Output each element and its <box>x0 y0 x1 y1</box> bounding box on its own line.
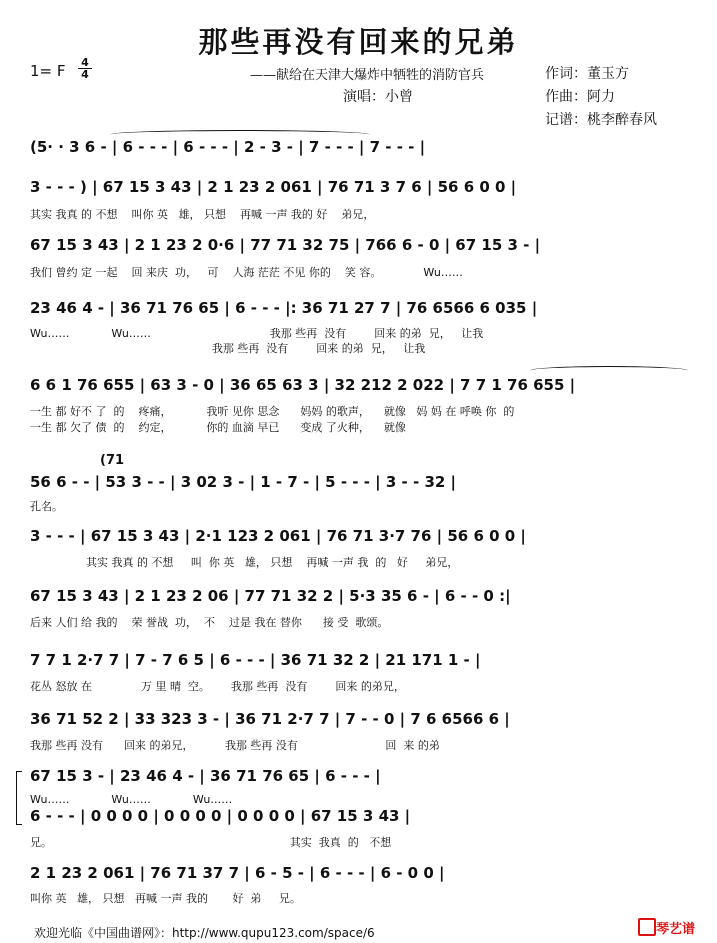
volta-bracket <box>530 366 688 375</box>
notes: 36 71 52 2 | 33 323 3 - | 36 71 2·7 7 | 7 - - 0 | 7 6 6566 6 | <box>30 710 510 728</box>
song-title: 那些再没有回来的兄弟 <box>198 25 519 59</box>
tie-arc <box>110 130 370 139</box>
system-brace <box>16 771 22 825</box>
lyrics-line-1: 花丛 怒放 在 万 里 晴 空。 我那 些再 没有 回来 的弟兄， <box>30 680 405 693</box>
key-signature: 1= F <box>30 62 66 80</box>
time-signature-bottom: 4 <box>78 68 92 80</box>
lyrics-line-1: 兄。 其实 我真 的 不想 <box>30 836 392 849</box>
lyrics-line-1: 我那 些再 没有 回来 的弟兄， 我那 些再 没有 回 来 的弟 <box>30 739 440 752</box>
notes: 2 1 23 2 061 | 76 71 37 7 | 6 - 5 - | 6 - - - | 6 - 0 0 | <box>30 864 445 882</box>
lyrics-line-2: 我那 些再 没有 回来 的弟 兄， 让我 <box>30 342 426 355</box>
notes: (5· · 3 6 - | 6 - - - | 6 - - - | 2 - 3 - | 7 - - - | 7 - - - | <box>30 138 426 156</box>
lyrics-line-2: 一生 都 欠了 债 的 约定， 你的 血滴 早已 变成 了火种， 就像 <box>30 421 406 434</box>
lyrics-line-1: 孔名。 <box>30 500 63 513</box>
notes: 3 - - - | 67 15 3 43 | 2·1 123 2 061 | 76 71 3·7 76 | 56 6 0 0 | <box>30 527 526 545</box>
logo-icon <box>638 918 656 936</box>
lyrics-line-1: Wu…… Wu…… Wu…… <box>30 793 233 806</box>
notes: 56 6 - - | 53 3 - - | 3 02 3 - | 1 - 7 - | 5 - - - | 3 - - 32 | <box>30 473 457 491</box>
notes: 67 15 3 43 | 2 1 23 2 06 | 77 71 32 2 | 5·3 35 6 - | 6 - - 0 :| <box>30 587 511 605</box>
notes: 67 15 3 43 | 2 1 23 2 0·6 | 77 71 32 75 | 766 6 - 0 | 67 15 3 - | <box>30 236 541 254</box>
composer-credit: 作曲：阿力 <box>545 89 615 105</box>
notes: 6 - - - | 0 0 0 0 | 0 0 0 0 | 0 0 0 0 | 67 15 3 43 | <box>30 807 411 825</box>
notes: 3 - - - ) | 67 15 3 43 | 2 1 23 2 061 | 76 71 3 7 6 | 56 6 0 0 | <box>30 178 517 196</box>
time-signature-top: 4 <box>81 56 89 69</box>
paren-mark: (71 <box>100 453 125 468</box>
notes: 7 7 1 2·7 7 | 7 - 7 6 5 | 6 - - - | 36 71 32 2 | 21 171 1 - | <box>30 651 481 669</box>
lyricist-credit: 作词：董玉方 <box>545 66 629 82</box>
lyrics-line-1: 叫你 英 雄， 只想 再喊 一声 我的 好 弟 兄。 <box>30 892 301 905</box>
singer-credit: 演唱：小曾 <box>343 89 413 105</box>
subtitle: ——献给在天津大爆炸中牺牲的消防官兵 <box>250 68 485 83</box>
lyrics-line-1: 后来 人们 给 我的 荣 誉战 功， 不 过是 我在 替你 接 受 歌颂。 <box>30 616 389 629</box>
time-signature <box>78 57 92 80</box>
notes: 67 15 3 - | 23 46 4 - | 36 71 76 65 | 6 - - - | <box>30 767 381 785</box>
lyrics-line-1: Wu…… Wu…… 我那 些再 没有 回来 的弟 兄， 让我 <box>30 327 484 340</box>
lyrics-line-1: 其实 我真 的 不想 叫你 英 雄， 只想 再喊 一声 我的 好 弟兄， <box>30 208 375 221</box>
site-logo: 琴艺谱 <box>656 922 696 937</box>
lyrics-line-1: 其实 我真 的 不想 叫 你 英 雄， 只想 再喊 一声 我 的 好 弟兄， <box>30 556 459 569</box>
notes: 6 6 1 76 655 | 63 3 - 0 | 36 65 63 3 | 32 212 2 022 | 7 7 1 76 655 | <box>30 376 576 394</box>
notes: 23 46 4 - | 36 71 76 65 | 6 - - - |: 36 71 27 7 | 76 6566 6 035 | <box>30 299 538 317</box>
lyrics-line-1: 我们 曾约 定 一起 回 来庆 功， 可 人海 茫茫 不见 你的 笑 容。 Wu…… <box>30 266 463 279</box>
lyrics-line-1: 一生 都 好不 了 的 疼痛， 我听 见你 思念 妈妈 的歌声， 就像 妈 妈 在 呼唤 你 的 <box>30 405 515 418</box>
transcriber-credit: 记谱：桃李醉春风 <box>545 112 657 128</box>
footer-text: 欢迎光临《中国曲谱网》：http://www.qupu123.com/space/6 <box>34 926 375 940</box>
